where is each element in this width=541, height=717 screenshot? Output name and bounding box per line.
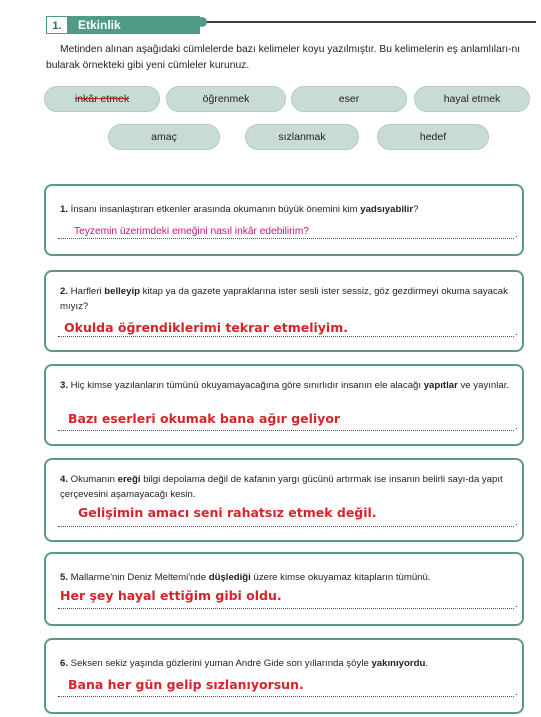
activity-title: Etkinlik	[68, 16, 200, 34]
activity-header	[40, 12, 540, 34]
question-text	[60, 656, 510, 671]
word-pill-sizlanmak	[245, 124, 359, 150]
question-card-1	[44, 184, 524, 256]
answer-text: Okulda öğrendiklerimi tekrar etmeliyim.	[64, 320, 348, 335]
question-text	[60, 378, 510, 393]
question-part: Okumanın	[68, 474, 118, 485]
answer-line	[58, 430, 514, 431]
answer-text: Bazı eserleri okumak bana ağır geliyor	[68, 411, 341, 426]
bold-keyword: yapıtlar	[423, 380, 458, 391]
question-part: Seksen sekiz yaşında gözlerini yuman André Gide son yıllarında şöyle	[68, 658, 372, 669]
answer-text: Bana her gün gelip sızlanıyorsun.	[68, 677, 304, 692]
bold-keyword: belleyip	[104, 286, 140, 297]
word-pill-amac	[108, 124, 220, 150]
word-label: inkâr etmek	[74, 93, 130, 105]
answer-line	[58, 608, 514, 609]
word-pill-eser	[291, 86, 407, 112]
question-card-5	[44, 552, 524, 626]
answer-line	[58, 696, 514, 697]
header-dot	[197, 17, 207, 27]
answer-text: Her şey hayal ettiğim gibi oldu.	[60, 588, 282, 603]
answer-text: Teyzemin üzerimdeki emeğini nasıl inkâr edebilirim?	[74, 226, 309, 237]
word-label: amaç	[151, 131, 177, 143]
question-number: 5.	[60, 572, 69, 583]
header-divider	[200, 21, 536, 23]
word-label: öğrenmek	[202, 93, 250, 105]
question-number: 2.	[60, 286, 69, 297]
bold-keyword: düşlediği	[208, 572, 251, 583]
bold-keyword: yakınıyordu	[371, 658, 426, 669]
question-text	[60, 570, 510, 585]
question-part: Mallarme'nin Deniz Meltemi'nde	[68, 572, 209, 583]
question-number: 1.	[60, 204, 69, 215]
word-label: sızlanmak	[278, 131, 326, 143]
word-label: hedef	[419, 131, 447, 143]
activity-number: 1.	[46, 16, 68, 34]
word-label: hayal etmek	[443, 93, 501, 105]
question-card-6	[44, 638, 524, 714]
bold-keyword: ereği	[117, 474, 141, 485]
word-pill-hedef	[377, 124, 489, 150]
answer-line	[58, 336, 514, 337]
question-part: üzere kimse okuyamaz kitapların tümünü.	[250, 572, 431, 583]
question-text	[60, 472, 510, 502]
word-pill-ogrenmek	[166, 86, 286, 112]
word-label: eser	[338, 93, 360, 105]
question-number: 4.	[60, 474, 69, 485]
question-part: bilgi depolama değil de kafanın yargı gücünü artırmak ise insanın belirli sayı-da yapıt çerçevesini aşamayacağı kesin.	[60, 474, 503, 500]
answer-line	[58, 238, 514, 239]
question-part: Hiç kimse yazılanların tümünü okuyamayacağına göre sınırlıdır insanın ele alacağı	[68, 380, 424, 391]
question-card-4	[44, 458, 524, 542]
question-part: ?	[413, 204, 419, 215]
question-part: İnsanı insanlaştıran etkenler arasında okumanın büyük önemini kim	[68, 204, 361, 215]
question-part: kitap ya da gazete yapraklarına ister sesli ister sessiz, göz gezdirmeyi okuma sayacak mıyız?	[60, 286, 508, 312]
instructions-text: Metinden alınan aşağıdaki cümlelerde bazı kelimeler koyu yazılmıştır. Bu kelimelerin eş anlamlıları-nı bularak örnekteki gibi yeni cümleler kurunuz.	[46, 44, 521, 71]
question-text	[60, 284, 510, 314]
bold-keyword: yadsıyabilir	[360, 204, 414, 215]
question-part: Harfleri	[68, 286, 105, 297]
word-pill-inkar-etmek	[44, 86, 160, 112]
question-part: .	[425, 658, 428, 669]
question-card-3	[44, 364, 524, 446]
answer-text: Gelişimin amacı seni rahatsız etmek değil.	[78, 505, 377, 520]
answer-line	[58, 526, 514, 527]
word-pill-hayal-etmek	[414, 86, 530, 112]
question-card-2	[44, 270, 524, 352]
question-number: 6.	[60, 658, 69, 669]
question-text	[60, 202, 510, 217]
question-part: ve yayınlar.	[457, 380, 510, 391]
question-number: 3.	[60, 380, 69, 391]
